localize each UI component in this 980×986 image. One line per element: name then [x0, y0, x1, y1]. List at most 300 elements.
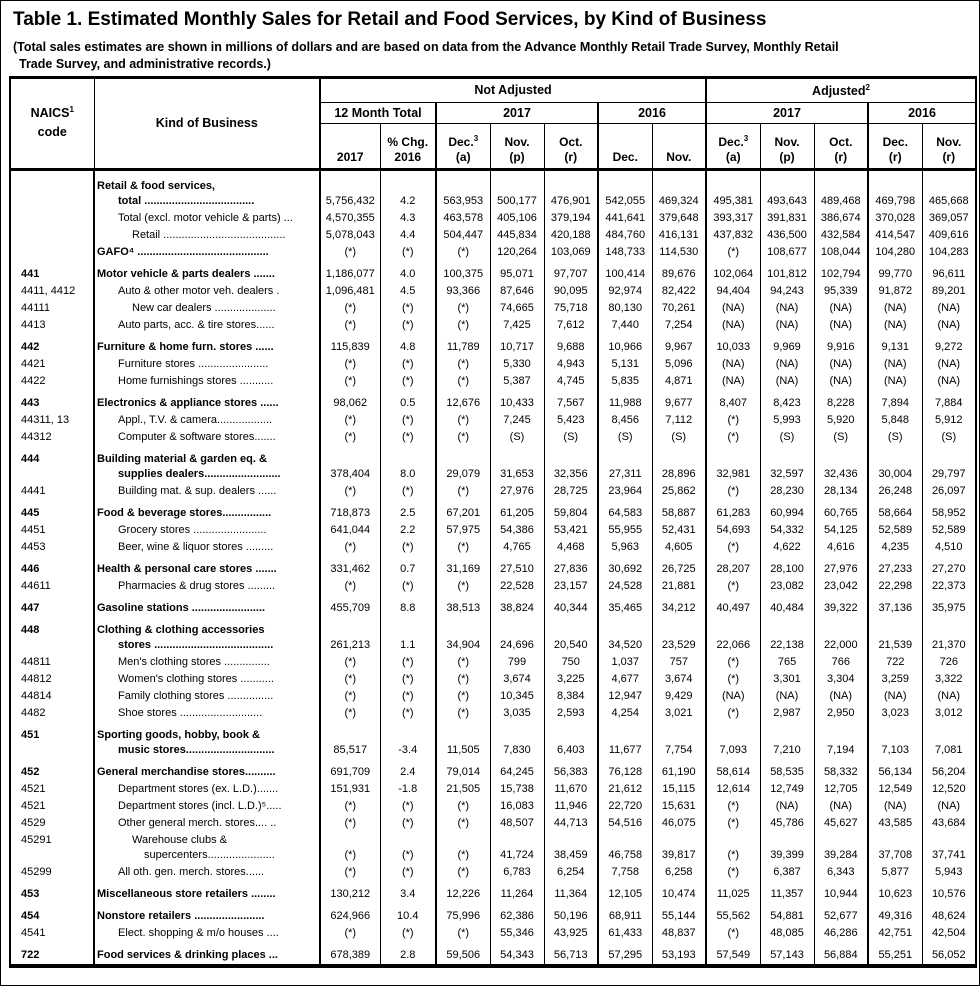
table-row [10, 356, 976, 373]
value-cell: 115,839 [320, 334, 380, 356]
value-cell: 22,528 [490, 578, 544, 595]
value-cell: 11,670 [544, 781, 598, 798]
value-cell: 0.5 [380, 390, 436, 412]
table-body [10, 169, 976, 966]
value-cell: 43,925 [544, 925, 598, 942]
value-cell: 9,131 [868, 334, 922, 356]
col-header-month [760, 123, 814, 169]
value-cell: 48,507 [490, 815, 544, 832]
value-cell: 22,720 [598, 798, 652, 815]
value-cell: 4,235 [868, 539, 922, 556]
naics-code-cell [10, 227, 94, 244]
value-cell: 9,272 [922, 334, 976, 356]
value-cell: 39,284 [814, 832, 868, 864]
business-label-line: Building mat. & sup. dealers ...... [118, 484, 277, 497]
value-cell: 94,404 [706, 283, 760, 300]
value-cell: 5,330 [490, 356, 544, 373]
business-label-line: Retail & food services, [97, 179, 215, 192]
business-label-line: Clothing & clothing accessories [97, 623, 265, 636]
naics-code-cell: 44311, 13 [21, 413, 70, 426]
business-label-line: music stores............................. [118, 743, 275, 756]
table-row [10, 864, 976, 881]
value-cell: 9,688 [544, 334, 598, 356]
value-cell: 4,254 [598, 705, 652, 722]
value-cell: 12,947 [598, 688, 652, 705]
business-label-cell [94, 522, 320, 539]
value-cell: (*) [320, 317, 380, 334]
value-cell: (NA) [706, 688, 760, 705]
value-cell: 8,456 [598, 412, 652, 429]
value-cell: 437,832 [706, 227, 760, 244]
value-cell: 436,500 [760, 227, 814, 244]
value-cell: 28,134 [814, 483, 868, 500]
value-cell: (*) [436, 244, 490, 261]
value-cell: (NA) [868, 317, 922, 334]
value-cell: (S) [544, 429, 598, 446]
naics-code-cell: 445 [21, 506, 40, 519]
value-cell: (*) [706, 244, 760, 261]
value-cell: 52,677 [814, 903, 868, 925]
business-label-line: Retail ........................................ [132, 228, 286, 241]
table-row [10, 832, 976, 864]
value-cell: 2.2 [380, 522, 436, 539]
value-cell: 641,044 [320, 522, 380, 539]
value-cell: 23,042 [814, 578, 868, 595]
value-cell: 386,674 [814, 210, 868, 227]
col-header-month [652, 123, 706, 169]
value-cell: 34,520 [598, 617, 652, 654]
value-cell: 4.0 [380, 261, 436, 283]
value-cell: (*) [436, 705, 490, 722]
business-label-cell [94, 942, 320, 966]
value-cell: 61,190 [652, 759, 706, 781]
value-cell: 56,204 [922, 759, 976, 781]
value-cell: 24,696 [490, 617, 544, 654]
value-cell: 85,517 [320, 722, 380, 759]
value-cell: (*) [380, 483, 436, 500]
value-cell: 39,817 [652, 832, 706, 864]
value-cell: 493,643 [760, 169, 814, 210]
value-cell: 80,130 [598, 300, 652, 317]
value-cell: (NA) [814, 317, 868, 334]
value-cell: 57,143 [760, 942, 814, 966]
value-cell: (*) [320, 412, 380, 429]
value-cell: 4,570,355 [320, 210, 380, 227]
value-cell: (*) [436, 356, 490, 373]
value-cell: 49,316 [868, 903, 922, 925]
value-cell: 563,953 [436, 169, 490, 210]
value-cell: (*) [436, 373, 490, 390]
value-cell: 64,583 [598, 500, 652, 522]
value-cell: 4,677 [598, 671, 652, 688]
value-cell: 1,096,481 [320, 283, 380, 300]
value-cell: (S) [922, 429, 976, 446]
value-cell: 261,213 [320, 617, 380, 654]
value-cell: (NA) [922, 798, 976, 815]
value-cell: (*) [436, 798, 490, 815]
value-cell: 53,421 [544, 522, 598, 539]
value-cell: 3,225 [544, 671, 598, 688]
value-cell: 90,095 [544, 283, 598, 300]
value-cell: 40,344 [544, 595, 598, 617]
value-cell: 26,097 [922, 483, 976, 500]
table-row [10, 925, 976, 942]
business-label-line: GAFO⁴ ........................................... [97, 245, 269, 258]
business-label-cell [94, 722, 320, 759]
business-label-line: Furniture & home furn. stores ...... [97, 340, 274, 353]
value-cell: 57,295 [598, 942, 652, 966]
twelve-month-total-header: 12 Month Total [320, 102, 436, 123]
value-cell: 9,969 [760, 334, 814, 356]
value-cell: 15,115 [652, 781, 706, 798]
value-cell: (*) [706, 578, 760, 595]
year-2016-adj-header: 2016 [868, 102, 976, 123]
business-label-line: Shoe stores ........................... [118, 706, 263, 719]
value-cell: (*) [436, 483, 490, 500]
business-label-cell [94, 227, 320, 244]
value-cell: 10,944 [814, 881, 868, 903]
value-cell: 5,963 [598, 539, 652, 556]
value-cell: 42,504 [922, 925, 976, 942]
value-cell: 8,423 [760, 390, 814, 412]
business-label-line: Gasoline stations ........................ [97, 601, 266, 614]
value-cell: (*) [380, 578, 436, 595]
value-cell: 7,093 [706, 722, 760, 759]
business-label-cell [94, 864, 320, 881]
value-cell: 44,713 [544, 815, 598, 832]
value-cell: 469,324 [652, 169, 706, 210]
value-cell: 108,677 [760, 244, 814, 261]
value-cell: 27,270 [922, 556, 976, 578]
value-cell: 3,674 [652, 671, 706, 688]
value-cell: 10,433 [490, 390, 544, 412]
value-cell: 52,431 [652, 522, 706, 539]
naics-code-cell: 4451 [21, 523, 46, 536]
value-cell: 7,884 [922, 390, 976, 412]
value-cell: 59,506 [436, 942, 490, 966]
value-cell: 22,373 [922, 578, 976, 595]
month-qualifier: (r) [888, 149, 902, 164]
value-cell: 48,837 [652, 925, 706, 942]
value-cell: 32,597 [760, 446, 814, 483]
business-label-line: Miscellaneous store retailers ........ [97, 887, 276, 900]
value-cell: 39,399 [760, 832, 814, 864]
value-cell: 2,593 [544, 705, 598, 722]
col-pct-bottom-label: 2016 [394, 149, 422, 164]
value-cell: 3,035 [490, 705, 544, 722]
business-label-line: Nonstore retailers ....................... [97, 909, 265, 922]
value-cell: 5,131 [598, 356, 652, 373]
value-cell: 11,677 [598, 722, 652, 759]
business-label-cell [94, 832, 320, 864]
value-cell: 5,848 [868, 412, 922, 429]
value-cell: 99,770 [868, 261, 922, 283]
value-cell: 504,447 [436, 227, 490, 244]
business-label-line: Department stores (incl. L.D.)⁵..... [118, 799, 282, 812]
value-cell: (NA) [922, 373, 976, 390]
value-cell: (*) [706, 483, 760, 500]
value-cell: 12,705 [814, 781, 868, 798]
business-label-line: Beer, wine & liquor stores ......... [118, 540, 274, 553]
value-cell: 6,254 [544, 864, 598, 881]
value-cell: 75,996 [436, 903, 490, 925]
value-cell: 34,212 [652, 595, 706, 617]
naics-code-cell: 442 [21, 340, 40, 353]
month-label: Oct. [559, 134, 583, 149]
value-cell: 40,497 [706, 595, 760, 617]
value-cell: 87,646 [490, 283, 544, 300]
business-label-line: Health & personal care stores ....... [97, 562, 277, 575]
naics-code-cell: 44111 [21, 301, 50, 314]
value-cell: 11,357 [760, 881, 814, 903]
value-cell: 28,725 [544, 483, 598, 500]
value-cell: 7,754 [652, 722, 706, 759]
table-row [10, 210, 976, 227]
naics-code-cell: 4421 [21, 357, 46, 370]
value-cell: 30,004 [868, 446, 922, 483]
value-cell: 1.1 [380, 617, 436, 654]
value-cell: 74,665 [490, 300, 544, 317]
value-cell: 23,157 [544, 578, 598, 595]
table-row [10, 688, 976, 705]
value-cell: (*) [436, 539, 490, 556]
value-cell: 765 [760, 654, 814, 671]
value-cell: (*) [320, 578, 380, 595]
table-row [10, 244, 976, 261]
value-cell: 10,966 [598, 334, 652, 356]
value-cell: 11,025 [706, 881, 760, 903]
value-cell: 42,751 [868, 925, 922, 942]
value-cell: (*) [380, 356, 436, 373]
value-cell: 5,920 [814, 412, 868, 429]
value-cell: (*) [436, 412, 490, 429]
value-cell: 56,052 [922, 942, 976, 966]
business-label-line: Women's clothing stores ........... [118, 672, 274, 685]
value-cell: 391,831 [760, 210, 814, 227]
value-cell: (*) [436, 864, 490, 881]
value-cell: 29,079 [436, 446, 490, 483]
value-cell: 7,081 [922, 722, 976, 759]
value-cell: 9,967 [652, 334, 706, 356]
naics-code-cell: 4422 [21, 374, 46, 387]
month-label: Nov. [666, 149, 692, 164]
value-cell: 102,794 [814, 261, 868, 283]
table-subtitle [13, 39, 971, 73]
value-cell: (*) [320, 244, 380, 261]
value-cell: 378,404 [320, 446, 380, 483]
value-cell: (*) [380, 373, 436, 390]
value-cell: 8,228 [814, 390, 868, 412]
value-cell: (*) [706, 671, 760, 688]
value-cell: 4,510 [922, 539, 976, 556]
value-cell: (*) [436, 654, 490, 671]
business-label-line: Home furnishings stores ........... [118, 374, 274, 387]
value-cell: 1,037 [598, 654, 652, 671]
value-cell: (*) [380, 317, 436, 334]
value-cell: 108,044 [814, 244, 868, 261]
value-cell: (NA) [868, 300, 922, 317]
value-cell: (NA) [814, 688, 868, 705]
value-cell: (NA) [760, 300, 814, 317]
business-label-line: Building material & garden eq. & [97, 452, 267, 465]
value-cell: (NA) [814, 356, 868, 373]
value-cell: (*) [380, 925, 436, 942]
value-cell: 82,422 [652, 283, 706, 300]
value-cell: 41,724 [490, 832, 544, 864]
value-cell: 1,186,077 [320, 261, 380, 283]
value-cell: 405,106 [490, 210, 544, 227]
business-label-cell [94, 334, 320, 356]
value-cell: (NA) [760, 317, 814, 334]
value-cell: 7,112 [652, 412, 706, 429]
value-cell: -3.4 [380, 722, 436, 759]
value-cell: 718,873 [320, 500, 380, 522]
value-cell: (NA) [814, 798, 868, 815]
value-cell: (*) [706, 654, 760, 671]
value-cell: 30,692 [598, 556, 652, 578]
value-cell: (*) [320, 373, 380, 390]
value-cell: 26,725 [652, 556, 706, 578]
value-cell: (*) [320, 688, 380, 705]
value-cell: (S) [814, 429, 868, 446]
value-cell: 76,128 [598, 759, 652, 781]
table-row [10, 169, 976, 210]
month-qualifier: (r) [834, 149, 848, 164]
business-label-line: Total (excl. motor vehicle & parts) ... [118, 211, 293, 224]
value-cell: 11,946 [544, 798, 598, 815]
value-cell: 9,916 [814, 334, 868, 356]
value-cell: (*) [380, 300, 436, 317]
value-cell: 60,765 [814, 500, 868, 522]
value-cell: (NA) [814, 300, 868, 317]
value-cell: (*) [320, 798, 380, 815]
value-cell: (*) [436, 578, 490, 595]
business-label-cell [94, 429, 320, 446]
value-cell: 12,614 [706, 781, 760, 798]
col-pct-top-label: % Chg. [387, 134, 429, 149]
month-label: Dec.$^3$ [448, 133, 479, 149]
value-cell: 21,881 [652, 578, 706, 595]
value-cell: 4,871 [652, 373, 706, 390]
value-cell: 97,707 [544, 261, 598, 283]
business-label-cell [94, 317, 320, 334]
value-cell: (*) [436, 671, 490, 688]
value-cell: 58,332 [814, 759, 868, 781]
value-cell: 8.0 [380, 446, 436, 483]
naics-code-cell: 4413 [21, 318, 46, 331]
value-cell: 148,733 [598, 244, 652, 261]
month-qualifier: (p) [779, 149, 795, 164]
value-cell: 766 [814, 654, 868, 671]
value-cell: 114,530 [652, 244, 706, 261]
value-cell: 27,510 [490, 556, 544, 578]
value-cell: 4.3 [380, 210, 436, 227]
value-cell: 58,887 [652, 500, 706, 522]
value-cell: 455,709 [320, 595, 380, 617]
business-label-line: Pharmacies & drug stores ......... [118, 579, 276, 592]
business-label-cell [94, 483, 320, 500]
table-row [10, 815, 976, 832]
value-cell: (S) [598, 429, 652, 446]
value-cell: (NA) [706, 317, 760, 334]
naics-code-cell: 443 [21, 396, 40, 409]
value-cell: 101,812 [760, 261, 814, 283]
value-cell: 15,631 [652, 798, 706, 815]
value-cell: 54,125 [814, 522, 868, 539]
value-cell: 45,786 [760, 815, 814, 832]
value-cell: 21,370 [922, 617, 976, 654]
business-label-line: Family clothing stores ............... [118, 689, 274, 702]
value-cell: 54,881 [760, 903, 814, 925]
value-cell: 4,468 [544, 539, 598, 556]
value-cell: (NA) [760, 798, 814, 815]
value-cell: 95,339 [814, 283, 868, 300]
value-cell: 91,872 [868, 283, 922, 300]
value-cell: 432,584 [814, 227, 868, 244]
value-cell: 64,245 [490, 759, 544, 781]
value-cell: 56,383 [544, 759, 598, 781]
table-row [10, 283, 976, 300]
value-cell: 6,343 [814, 864, 868, 881]
value-cell: 4,765 [490, 539, 544, 556]
value-cell: 54,386 [490, 522, 544, 539]
value-cell: 414,547 [868, 227, 922, 244]
value-cell: 5,096 [652, 356, 706, 373]
value-cell: 96,611 [922, 261, 976, 283]
value-cell: 10,576 [922, 881, 976, 903]
naics-code-cell: 454 [21, 909, 40, 922]
table-row [10, 881, 976, 903]
value-cell: 26,248 [868, 483, 922, 500]
value-cell: 7,612 [544, 317, 598, 334]
value-cell: 25,862 [652, 483, 706, 500]
value-cell: 67,201 [436, 500, 490, 522]
business-label-cell [94, 578, 320, 595]
value-cell: 29,797 [922, 446, 976, 483]
value-cell: 420,188 [544, 227, 598, 244]
value-cell: 21,612 [598, 781, 652, 798]
table-row [10, 261, 976, 283]
value-cell: 15,738 [490, 781, 544, 798]
value-cell: 43,585 [868, 815, 922, 832]
table-row [10, 390, 976, 412]
value-cell: 469,798 [868, 169, 922, 210]
value-cell: 56,884 [814, 942, 868, 966]
naics-label: NAICS [30, 106, 70, 121]
table-row [10, 300, 976, 317]
value-cell: 56,713 [544, 942, 598, 966]
table-row [10, 595, 976, 617]
value-cell: 11,988 [598, 390, 652, 412]
value-cell: (*) [436, 832, 490, 864]
naics-label-2: code [37, 125, 67, 140]
value-cell: (*) [380, 798, 436, 815]
business-label-line: Motor vehicle & parts dealers ....... [97, 267, 275, 280]
value-cell: 56,134 [868, 759, 922, 781]
value-cell: 5,078,043 [320, 227, 380, 244]
value-cell: 5,912 [922, 412, 976, 429]
value-cell: 7,894 [868, 390, 922, 412]
naics-code-cell: 448 [21, 623, 40, 636]
value-cell: (NA) [922, 300, 976, 317]
month-label: Nov. [504, 134, 530, 149]
table-row [10, 500, 976, 522]
business-label-line: Food & beverage stores................ [97, 506, 272, 519]
value-cell: (*) [436, 925, 490, 942]
value-cell: (*) [436, 688, 490, 705]
value-cell: (*) [380, 705, 436, 722]
value-cell: 43,684 [922, 815, 976, 832]
